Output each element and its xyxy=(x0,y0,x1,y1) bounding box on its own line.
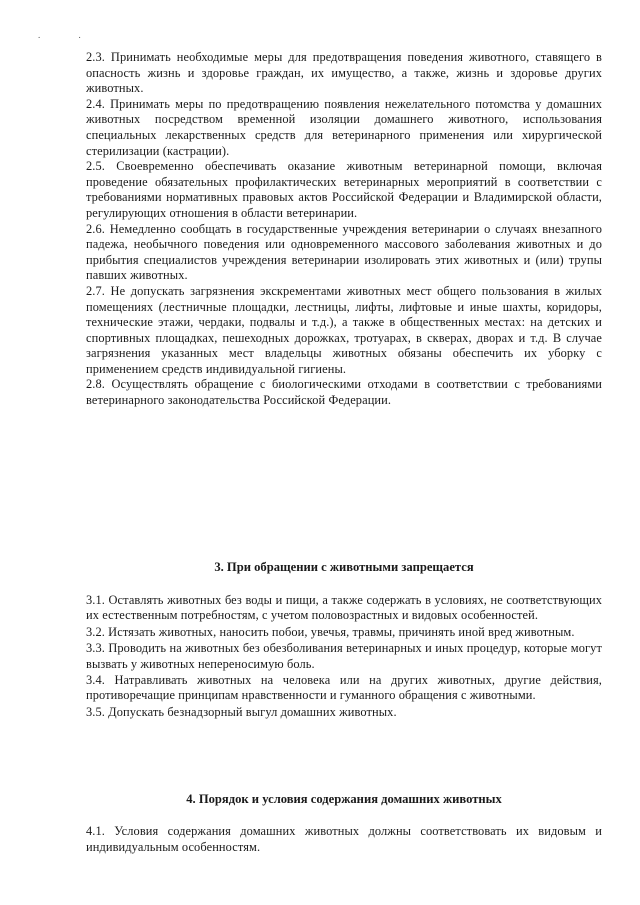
paragraph-3-3: 3.3. Проводить на животных без обезболивания ветеринарных и иных процедур, которые могут вызвать у животных непереносимую боль. xyxy=(86,641,602,671)
section-2-items xyxy=(86,50,602,409)
document-body xyxy=(86,50,602,854)
section-4-heading: 4. Порядок и условия содержания домашних животных xyxy=(186,792,502,806)
section-4-header xyxy=(86,792,602,807)
scan-marks: . . xyxy=(38,30,99,40)
paragraph-2-8: 2.8. Осуществлять обращение с биологическими отходами в соответствии с требованиями ветеринарного законодательства Российской Федерации. xyxy=(86,377,602,408)
section-3-items xyxy=(86,593,602,721)
paragraph-2-3: 2.3. Принимать необходимые меры для предотвращения поведения животного, ставящего в опасность жизнь и здоровье граждан, их имущество, а также, жизнь и здоровье других животных. xyxy=(86,50,602,96)
paragraph-4-1: 4.1. Условия содержания домашних животных должны соответствовать их видовым и индивидуальным особенностям. xyxy=(86,824,602,854)
section-4-items xyxy=(86,824,602,855)
paragraph-2-7: 2.7. Не допускать загрязнения экскрементами животных мест общего пользования в жилых помещениях (лестничные площадки, лестницы, лифты, лифтовые и иные шахты, коридоры, технические этажи, чердаки, подвалы и т.д.), а также в общественных местах: на детских и спортивных площадках, пешеходных дорожках, тротуарах, в скверах, дворах и т.д. В случае загрязнения указанных мест владельцы животных обязаны обеспечить их уборку с применением средств индивидуальной гигиены. xyxy=(86,283,602,376)
section-3-heading: 3. При обращении с животными запрещается xyxy=(214,560,474,574)
paragraph-3-5: 3.5. Допускать безнадзорный выгул домашних животных. xyxy=(86,704,397,719)
paragraph-2-6: 2.6. Немедленно сообщать в государственные учреждения ветеринарии о случаях внезапного падежа, необычного поведения или одновременного массового заболевания животных и до прибытия специалистов учреждения ветеринарии изолировать этих животных и (или) трупы павших животных. xyxy=(86,221,602,283)
paragraph-2-5: 2.5. Своевременно обеспечивать оказание животным ветеринарной помощи, включая проведение обязательных профилактических ветеринарных мероприятий в соответствии с требованиями нормативных правовых актов Российской Федерации и Владимирской области, регулирующих отношения в области ветеринарии. xyxy=(86,159,602,220)
paragraph-3-4: 3.4. Натравливать животных на человека или на других животных, другие действия, противоречащие принципам нравственности и гуманного обращения с животными. xyxy=(86,673,602,703)
section-3-header xyxy=(86,560,602,575)
paragraph-3-2: 3.2. Истязать животных, наносить побои, увечья, травмы, причинять иной вред животным. xyxy=(86,624,575,639)
paragraph-3-1: 3.1. Оставлять животных без воды и пищи, а также содержать в условиях, не соответствующих их естественным потребностям, с учетом половозрастных и видовых особенностей. xyxy=(86,593,602,623)
paragraph-2-4: 2.4. Принимать меры по предотвращению появления нежелательного потомства у домашних животных посредством временной изоляции домашнего животного, использования специальных лекарственных средств для ветеринарного применения или хирургической стерилизации (кастрации). xyxy=(86,96,602,158)
